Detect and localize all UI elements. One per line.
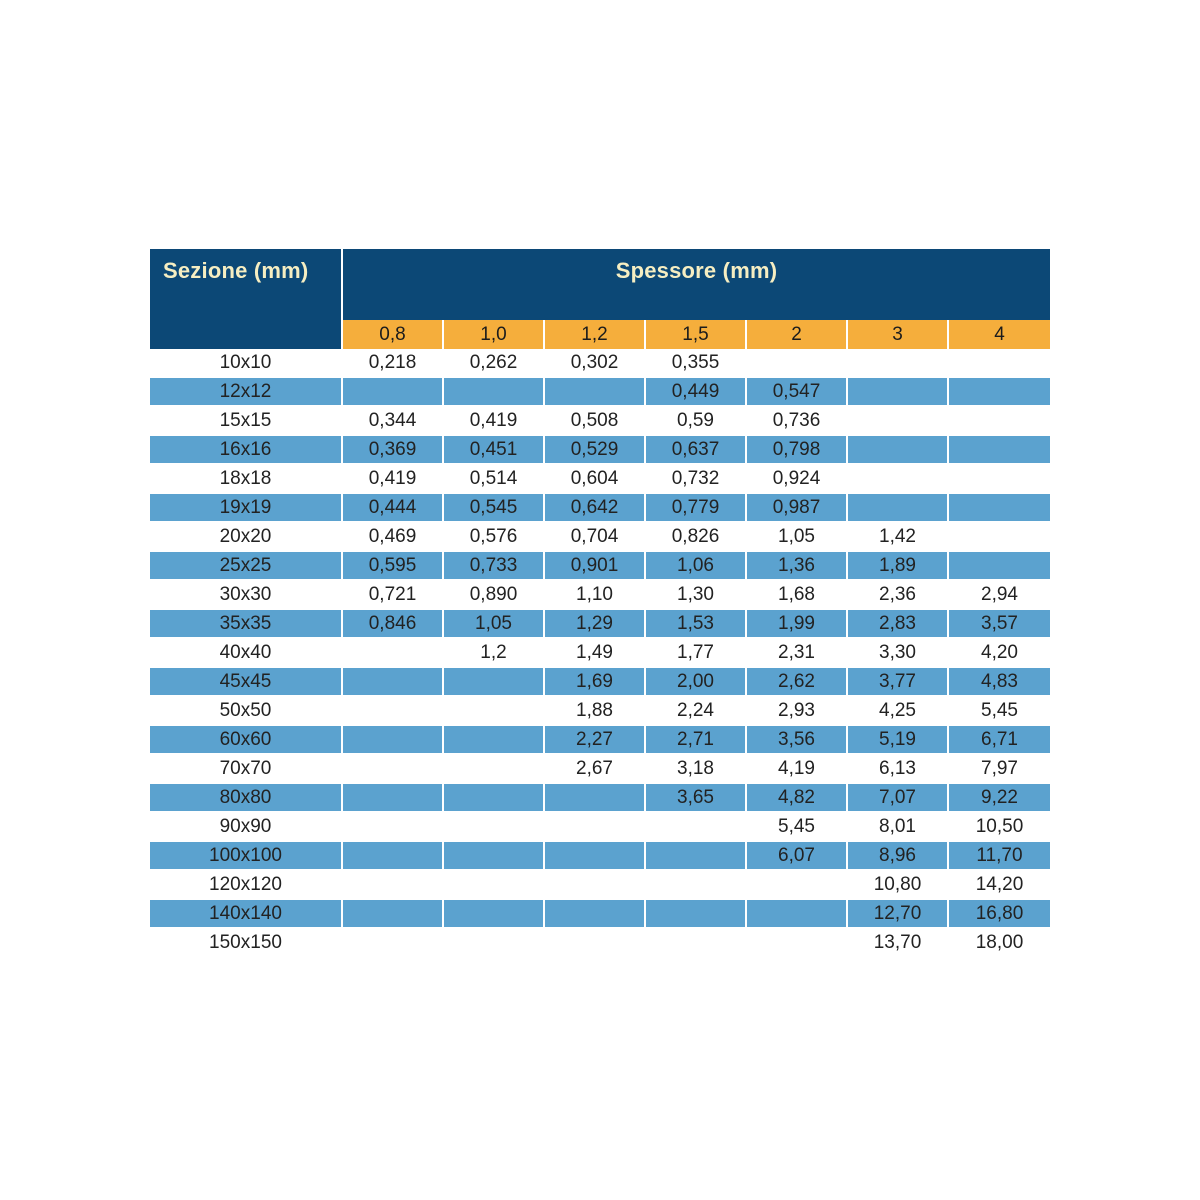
weight-cell: 10,50 bbox=[975, 816, 1024, 837]
weight-cell bbox=[747, 900, 846, 927]
sezione-cell: 80x80 bbox=[150, 784, 341, 811]
weight-cell: 1,10 bbox=[576, 584, 613, 605]
weight-cell: 2,36 bbox=[879, 584, 916, 605]
weight-cell: 1,2 bbox=[480, 642, 507, 663]
weight-cell: 2,71 bbox=[646, 726, 745, 753]
weight-cell bbox=[444, 726, 543, 753]
weight-cell: 0,218 bbox=[368, 352, 417, 373]
weight-cell: 0,444 bbox=[343, 494, 442, 521]
weight-cell: 0,545 bbox=[444, 494, 543, 521]
sezione-cell: 45x45 bbox=[150, 668, 341, 695]
sezione-cell: 10x10 bbox=[219, 352, 272, 373]
weight-cell bbox=[949, 465, 1050, 492]
weight-cell: 0,355 bbox=[671, 352, 720, 373]
weight-cell: 6,13 bbox=[879, 758, 916, 779]
weight-cell: 1,89 bbox=[848, 552, 947, 579]
weight-cell bbox=[444, 842, 543, 869]
weight-cell: 14,20 bbox=[975, 874, 1024, 895]
weight-cell: 1,05 bbox=[778, 526, 815, 547]
weight-cell: 0,732 bbox=[671, 468, 720, 489]
table-row bbox=[150, 552, 1050, 579]
weight-cell bbox=[949, 494, 1050, 521]
sezione-cell: 60x60 bbox=[150, 726, 341, 753]
weight-cell: 0,733 bbox=[444, 552, 543, 579]
weight-cell bbox=[444, 668, 543, 695]
weight-cell bbox=[343, 929, 442, 956]
weight-cell: 0,604 bbox=[570, 468, 619, 489]
weight-cell: 16,80 bbox=[949, 900, 1050, 927]
weight-cell bbox=[848, 465, 947, 492]
weight-cell: 0,451 bbox=[444, 436, 543, 463]
weight-cell bbox=[848, 436, 947, 463]
weight-cell bbox=[444, 871, 543, 898]
weight-cell bbox=[343, 900, 442, 927]
table-row bbox=[150, 349, 1050, 376]
weight-cell: 1,68 bbox=[778, 584, 815, 605]
weight-cell: 0,302 bbox=[570, 352, 619, 373]
weight-table bbox=[150, 249, 1050, 956]
weight-cell: 7,07 bbox=[848, 784, 947, 811]
weight-cell: 18,00 bbox=[975, 932, 1024, 953]
weight-cell bbox=[343, 639, 442, 666]
weight-cell bbox=[343, 755, 442, 782]
weight-cell bbox=[949, 349, 1050, 376]
weight-cell: 2,94 bbox=[981, 584, 1018, 605]
weight-cell: 3,18 bbox=[677, 758, 714, 779]
weight-cell: 10,80 bbox=[873, 874, 922, 895]
weight-cell: 0,826 bbox=[671, 526, 720, 547]
weight-cell bbox=[343, 726, 442, 753]
weight-cell bbox=[343, 697, 442, 724]
sezione-cell: 25x25 bbox=[150, 552, 341, 579]
spessore-header-block bbox=[343, 249, 1050, 349]
table-header bbox=[150, 249, 1050, 349]
weight-cell: 0,924 bbox=[772, 468, 821, 489]
table-row bbox=[150, 784, 1050, 811]
sezione-cell: 16x16 bbox=[150, 436, 341, 463]
weight-cell bbox=[848, 407, 947, 434]
weight-cell: 4,19 bbox=[778, 758, 815, 779]
weight-cell: 0,547 bbox=[747, 378, 846, 405]
weight-cell: 0,59 bbox=[677, 410, 714, 431]
table-row bbox=[150, 494, 1050, 521]
sezione-cell: 50x50 bbox=[219, 700, 272, 721]
weight-cell bbox=[949, 407, 1050, 434]
weight-cell: 2,31 bbox=[778, 642, 815, 663]
weight-cell bbox=[343, 378, 442, 405]
thickness-header-cell: 1,0 bbox=[444, 320, 543, 349]
spessore-header: Spessore (mm) bbox=[343, 249, 1050, 320]
weight-cell bbox=[545, 842, 644, 869]
weight-cell: 3,30 bbox=[879, 642, 916, 663]
sezione-cell: 40x40 bbox=[219, 642, 272, 663]
weight-cell: 0,901 bbox=[545, 552, 644, 579]
thickness-header-cell: 1,2 bbox=[545, 320, 644, 349]
weight-cell bbox=[444, 784, 543, 811]
weight-cell: 2,27 bbox=[545, 726, 644, 753]
weight-cell: 3,65 bbox=[646, 784, 745, 811]
table-row bbox=[150, 813, 1050, 840]
weight-cell: 1,29 bbox=[545, 610, 644, 637]
table-row bbox=[150, 900, 1050, 927]
weight-cell bbox=[949, 436, 1050, 463]
weight-cell: 4,25 bbox=[879, 700, 916, 721]
weight-cell bbox=[747, 349, 846, 376]
weight-cell: 9,22 bbox=[949, 784, 1050, 811]
weight-cell: 0,369 bbox=[343, 436, 442, 463]
sezione-cell: 150x150 bbox=[209, 932, 282, 953]
weight-cell bbox=[545, 929, 644, 956]
thickness-header-cell: 3 bbox=[848, 320, 947, 349]
weight-cell bbox=[343, 784, 442, 811]
weight-cell bbox=[343, 813, 442, 840]
weight-cell: 0,449 bbox=[646, 378, 745, 405]
sezione-cell: 30x30 bbox=[219, 584, 272, 605]
table-body bbox=[150, 349, 1050, 956]
sezione-cell: 90x90 bbox=[219, 816, 272, 837]
weight-cell bbox=[848, 349, 947, 376]
weight-cell: 5,19 bbox=[848, 726, 947, 753]
weight-cell bbox=[646, 842, 745, 869]
weight-cell: 1,88 bbox=[576, 700, 613, 721]
weight-cell: 3,77 bbox=[848, 668, 947, 695]
sezione-cell: 12x12 bbox=[150, 378, 341, 405]
weight-cell: 2,24 bbox=[677, 700, 714, 721]
weight-cell: 6,07 bbox=[747, 842, 846, 869]
weight-cell: 12,70 bbox=[848, 900, 947, 927]
weight-cell: 0,846 bbox=[343, 610, 442, 637]
weight-cell: 1,53 bbox=[646, 610, 745, 637]
thickness-header-cell: 1,5 bbox=[646, 320, 745, 349]
sezione-cell: 18x18 bbox=[219, 468, 272, 489]
weight-cell: 5,45 bbox=[981, 700, 1018, 721]
table-row bbox=[150, 697, 1050, 724]
weight-cell: 6,71 bbox=[949, 726, 1050, 753]
weight-cell: 1,06 bbox=[646, 552, 745, 579]
weight-cell: 0,890 bbox=[469, 584, 518, 605]
sezione-cell: 20x20 bbox=[219, 526, 272, 547]
thickness-header-cell: 0,8 bbox=[343, 320, 442, 349]
weight-cell: 0,721 bbox=[368, 584, 417, 605]
weight-cell: 0,419 bbox=[469, 410, 518, 431]
weight-cell: 0,576 bbox=[469, 526, 518, 547]
thickness-header-cell: 4 bbox=[949, 320, 1050, 349]
weight-cell: 1,69 bbox=[545, 668, 644, 695]
weight-cell bbox=[646, 871, 745, 898]
weight-cell: 0,514 bbox=[469, 468, 518, 489]
sezione-cell: 15x15 bbox=[219, 410, 272, 431]
weight-cell bbox=[949, 523, 1050, 550]
weight-cell: 11,70 bbox=[949, 842, 1050, 869]
weight-cell bbox=[545, 900, 644, 927]
weight-cell: 0,344 bbox=[368, 410, 417, 431]
weight-cell: 0,642 bbox=[545, 494, 644, 521]
table-row bbox=[150, 929, 1050, 956]
weight-cell bbox=[444, 378, 543, 405]
thickness-header-cell: 2 bbox=[747, 320, 846, 349]
sezione-cell: 70x70 bbox=[219, 758, 272, 779]
weight-cell: 2,67 bbox=[576, 758, 613, 779]
weight-cell bbox=[949, 552, 1050, 579]
weight-cell bbox=[343, 842, 442, 869]
weight-cell: 7,97 bbox=[981, 758, 1018, 779]
weight-cell bbox=[848, 494, 947, 521]
weight-cell: 0,529 bbox=[545, 436, 644, 463]
weight-cell bbox=[545, 871, 644, 898]
table-row bbox=[150, 668, 1050, 695]
table-row bbox=[150, 755, 1050, 782]
weight-cell bbox=[747, 871, 846, 898]
weight-cell: 1,30 bbox=[677, 584, 714, 605]
weight-cell: 0,736 bbox=[772, 410, 821, 431]
table-row bbox=[150, 581, 1050, 608]
weight-cell bbox=[545, 784, 644, 811]
weight-cell: 13,70 bbox=[873, 932, 922, 953]
table-row bbox=[150, 610, 1050, 637]
weight-cell bbox=[949, 378, 1050, 405]
weight-cell: 2,62 bbox=[747, 668, 846, 695]
sezione-cell: 120x120 bbox=[209, 874, 282, 895]
weight-cell: 4,82 bbox=[747, 784, 846, 811]
weight-cell bbox=[545, 378, 644, 405]
weight-cell: 0,637 bbox=[646, 436, 745, 463]
weight-cell bbox=[444, 900, 543, 927]
table-row bbox=[150, 465, 1050, 492]
table-row bbox=[150, 523, 1050, 550]
table-row bbox=[150, 871, 1050, 898]
weight-cell bbox=[444, 929, 543, 956]
sezione-header: Sezione (mm) bbox=[150, 249, 341, 349]
sezione-cell: 100x100 bbox=[150, 842, 341, 869]
weight-cell: 8,01 bbox=[879, 816, 916, 837]
weight-cell: 0,262 bbox=[469, 352, 518, 373]
weight-cell: 8,96 bbox=[848, 842, 947, 869]
weight-cell: 1,05 bbox=[444, 610, 543, 637]
table-row bbox=[150, 378, 1050, 405]
sezione-cell: 19x19 bbox=[150, 494, 341, 521]
weight-cell bbox=[444, 697, 543, 724]
weight-cell bbox=[646, 929, 745, 956]
table-row bbox=[150, 639, 1050, 666]
weight-cell bbox=[444, 813, 543, 840]
table-row bbox=[150, 436, 1050, 463]
weight-cell: 2,00 bbox=[646, 668, 745, 695]
table-row bbox=[150, 726, 1050, 753]
weight-cell: 1,49 bbox=[576, 642, 613, 663]
weight-cell bbox=[646, 900, 745, 927]
weight-cell: 1,77 bbox=[677, 642, 714, 663]
weight-cell: 0,419 bbox=[368, 468, 417, 489]
weight-cell: 0,469 bbox=[368, 526, 417, 547]
weight-cell bbox=[444, 755, 543, 782]
weight-cell: 0,987 bbox=[747, 494, 846, 521]
sezione-cell: 140x140 bbox=[150, 900, 341, 927]
table-row bbox=[150, 407, 1050, 434]
weight-cell: 2,83 bbox=[848, 610, 947, 637]
weight-cell: 0,595 bbox=[343, 552, 442, 579]
weight-cell bbox=[646, 813, 745, 840]
weight-cell bbox=[747, 929, 846, 956]
weight-cell: 0,508 bbox=[570, 410, 619, 431]
thickness-row bbox=[343, 320, 1050, 349]
weight-cell: 0,798 bbox=[747, 436, 846, 463]
weight-cell: 1,42 bbox=[879, 526, 916, 547]
weight-cell: 1,36 bbox=[747, 552, 846, 579]
weight-cell: 0,779 bbox=[646, 494, 745, 521]
sezione-cell: 35x35 bbox=[150, 610, 341, 637]
weight-cell: 1,99 bbox=[747, 610, 846, 637]
weight-cell: 0,704 bbox=[570, 526, 619, 547]
weight-cell: 3,57 bbox=[949, 610, 1050, 637]
weight-cell: 4,83 bbox=[949, 668, 1050, 695]
table-row bbox=[150, 842, 1050, 869]
weight-cell: 4,20 bbox=[981, 642, 1018, 663]
weight-cell bbox=[848, 378, 947, 405]
weight-cell bbox=[343, 871, 442, 898]
weight-cell: 2,93 bbox=[778, 700, 815, 721]
weight-cell bbox=[545, 813, 644, 840]
weight-cell bbox=[343, 668, 442, 695]
weight-cell: 5,45 bbox=[778, 816, 815, 837]
weight-cell: 3,56 bbox=[747, 726, 846, 753]
